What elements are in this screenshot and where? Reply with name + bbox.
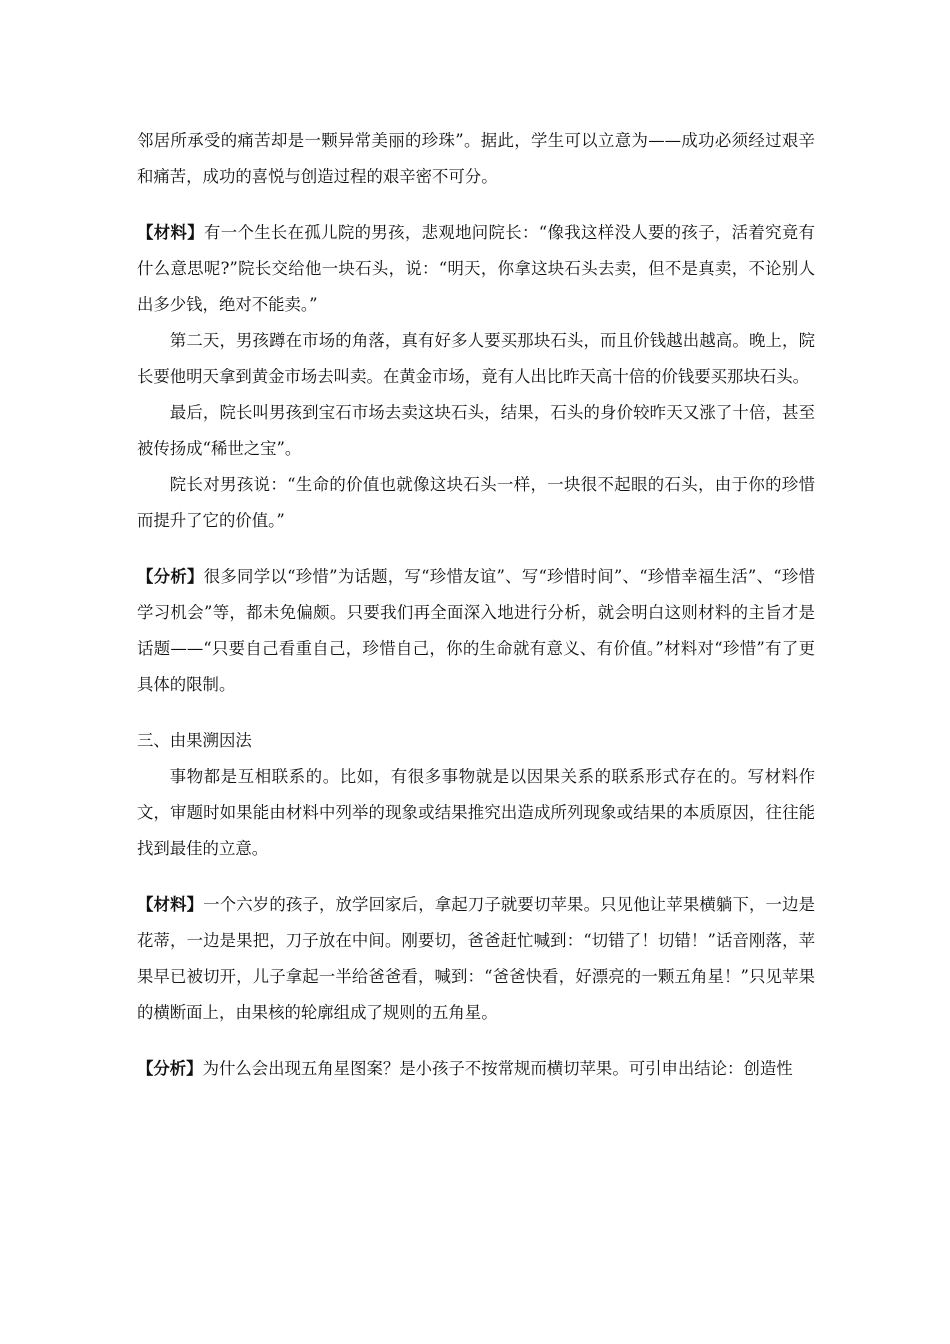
section-heading: 三、由果溯因法 [137,731,252,750]
paragraph-second-day: 第二天，男孩蹲在市场的角落，真有好多人要买那块石头，而且价钱越出越高。晚上，院长要他明天拿到黄金市场去叫卖。在黄金市场，竟有人出比昨天高十倍的价钱要买那块石头。 [137,331,815,386]
material-text: 有一个生长在孤儿院的男孩，悲观地问院长：“像我这样没人要的孩子，活着究竟有什么意思呢?”院长交给他一块石头，说：“明天，你拿这块石头去卖，但不是真卖，不论别人出多少钱，绝对不能卖。” [137,223,815,314]
paragraph-finally: 最后，院长叫男孩到宝石市场去卖这块石头，结果，石头的身价较昨天又涨了十倍，甚至被传扬成“稀世之宝”。 [137,403,815,458]
paragraph-analysis-star [137,1051,815,1087]
material-text: 一个六岁的孩子，放学回家后，拿起刀子就要切苹果。只见他让苹果横躺下，一边是花蒂，一边是果把，刀子放在中间。刚要切，爸爸赶忙喊到：“切错了！切错！”话音刚落，苹果早已被切开，儿子拿起一半给爸爸看，喊到：“爸爸快看，好漂亮的一颗五角星！”只见苹果的横断面上，由果核的轮廓组成了规则的五角星。 [137,895,816,1022]
paragraph-analysis-cherish [137,559,815,703]
paragraph-section-intro: 事物都是互相联系的。比如，有很多事物就是以因果关系的联系形式存在的。写材料作文，审题时如果能由材料中列举的现象或结果推究出造成所列现象或结果的本质原因，往往能找到最佳的立意。 [137,767,815,858]
paragraph-material-orphan [137,215,815,323]
paragraph-dean-says: 院长对男孩说：“生命的价值也就像这块石头一样，一块很不起眼的石头，由于你的珍惜而提升了它的价值。” [137,475,815,530]
analysis-tag: 【分析】 [137,1059,203,1078]
analysis-tag: 【分析】 [137,567,204,586]
material-tag: 【材料】 [137,223,204,242]
material-tag: 【材料】 [137,895,204,914]
analysis-text: 为什么会出现五角星图案？是小孩子不按常规而横切苹果。可引申出结论：创造性 [202,1059,793,1078]
paragraph-pearl-conclusion: 邻居所承受的痛苦却是一颗异常美丽的珍珠”。据此，学生可以立意为——成功必须经过艰辛和痛苦，成功的喜悦与创造过程的艰辛密不可分。 [137,131,815,186]
paragraph-material-apple [137,887,815,1031]
analysis-text: 很多同学以“珍惜”为话题，写“珍惜友谊”、写“珍惜时间”、“珍惜幸福生活”、“珍惜学习机会”等，都未免偏颇。只要我们再全面深入地进行分析，就会明白这则材料的主旨才是话题——“只要自己看重自己，珍惜自己，你的生命就有意义、有价值。”材料对“珍惜”有了更具体的限制。 [137,567,815,694]
